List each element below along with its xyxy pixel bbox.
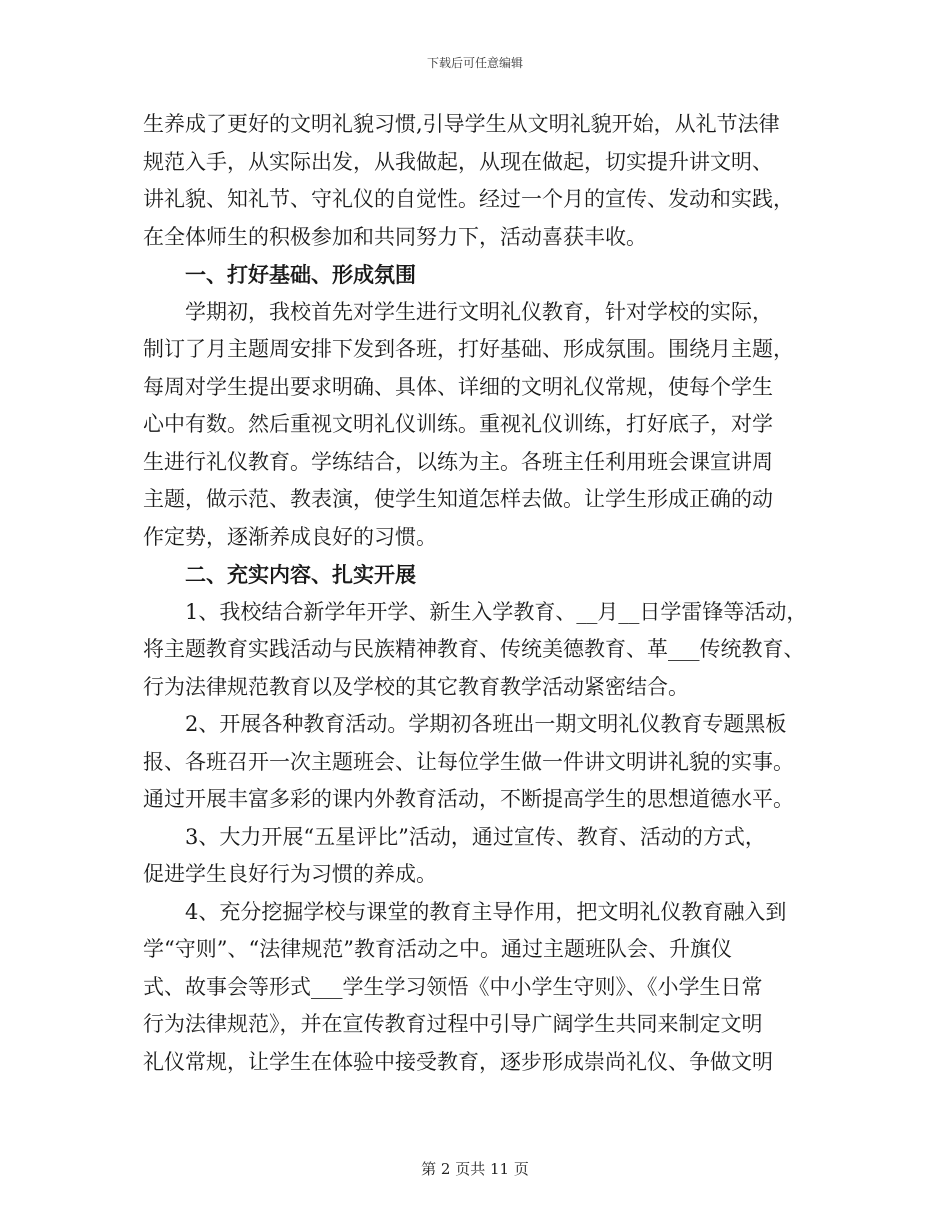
- text-line: 规范入手，从实际出发，从我做起，从现在做起，切实提升讲文明、: [143, 149, 773, 174]
- text-line: 在全体师生的积极参加和共同努力下，活动喜获丰收。: [143, 224, 647, 249]
- text-line: 学期初，我校首先对学生进行文明礼仪教育，针对学校的实际，: [185, 299, 773, 324]
- section-heading: 一、打好基础、形成氛围: [185, 262, 416, 287]
- text-line: 通过开展丰富多彩的课内外教育活动，不断提高学生的思想道德水平。: [143, 787, 794, 811]
- text-line: 每周对学生提出要求明确、具体、详细的文明礼仪常规，使每个学生: [143, 374, 773, 399]
- text-line: 制订了月主题周安排下发到各班，打好基础、形成氛围。围绕月主题，: [143, 337, 794, 361]
- text-line: 式、故事会等形式___学生学习领悟《中小学生守则》、《小学生日常: [143, 974, 763, 999]
- text-line: 行为法律规范教育以及学校的其它教育教学活动紧密结合。: [143, 674, 689, 699]
- text-line: 作定势，逐渐养成良好的习惯。: [143, 524, 437, 549]
- page-footer: 第 2 页共 11 页: [421, 1160, 529, 1178]
- text-line: 促进学生良好行为习惯的养成。: [143, 862, 437, 886]
- document-body: [143, 106, 811, 1081]
- text-line: 生养成了更好的文明礼貌习惯,引导学生从文明礼貌开始，从礼节法律: [143, 112, 780, 136]
- text-line: 学“守则”、“法律规范”教育活动之中。通过主题班队会、升旗仪: [143, 937, 732, 961]
- text-line: 行为法律规范》，并在宣传教育过程中引导广阔学生共同来制定文明: [143, 1012, 763, 1036]
- text-line: 心中有数。然后重视文明礼仪训练。重视礼仪训练，打好底子，对学: [143, 412, 773, 436]
- text-line: 讲礼貌、知礼节、守礼仪的自觉性。经过一个月的宣传、发动和实践，: [143, 187, 794, 211]
- text-line: 主题，做示范、教表演，使学生知道怎样去做。让学生形成正确的动: [143, 487, 773, 511]
- text-line: 生进行礼仪教育。学练结合，以练为主。各班主任利用班会课宣讲周: [143, 449, 773, 474]
- text-line: 将主题教育实践活动与民族精神教育、传统美德教育、革___传统教育、: [143, 637, 805, 661]
- text-line: 报、各班召开一次主题班会、让每位学生做一件讲文明讲礼貌的实事。: [143, 749, 794, 774]
- text-line: 礼仪常规，让学生在体验中接受教育，逐步形成崇尚礼仪、争做文明: [143, 1049, 773, 1074]
- text-line: 1、我校结合新学年开学、新生入学教育、__月__日学雷锋等活动，: [185, 599, 808, 624]
- page-header: 下载后可任意编辑: [426, 56, 523, 70]
- section-heading: 二、充实内容、扎实开展: [185, 562, 416, 587]
- text-line: 2、开展各种教育活动。学期初各班出一期文明礼仪教育专题黑板: [185, 712, 787, 736]
- text-line: 3、大力开展“五星评比”活动，通过宣传、教育、活动的方式，: [185, 824, 766, 849]
- text-line: 4、充分挖掘学校与课堂的教育主导作用，把文明礼仪教育融入到: [185, 899, 787, 924]
